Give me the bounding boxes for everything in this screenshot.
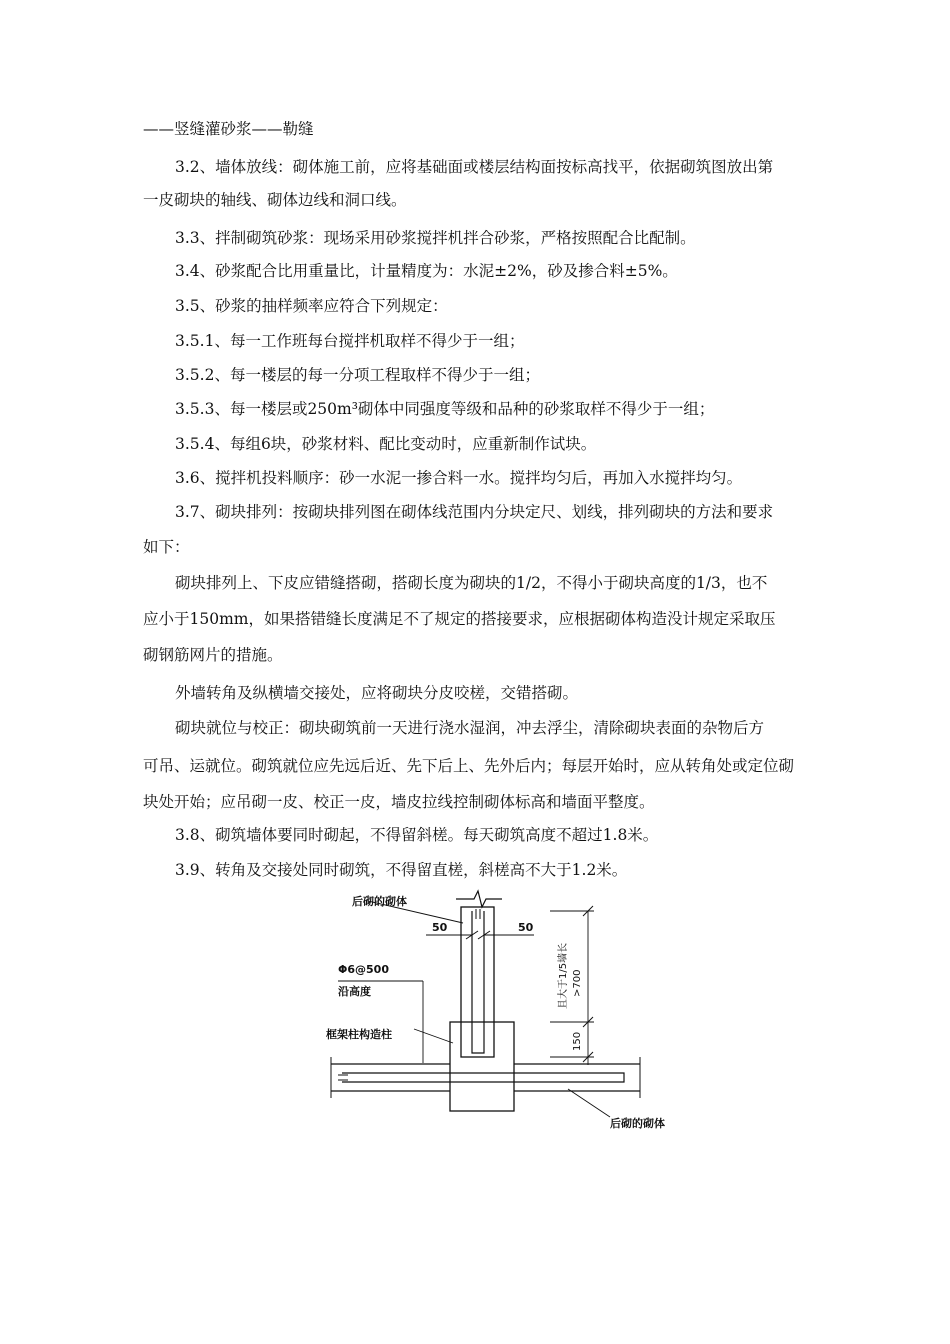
text-line: 外墙转角及纵横墙交接处，应将砌块分皮咬槎，交错搭砌。 [175, 684, 579, 702]
text-line: 可吊、运就位。砌筑就位应先远后近、先下后上、先外后内；每层开始时，应从转角处或定位砌 [143, 757, 795, 775]
label-dimension-span: 且大于1/5墙长 [558, 942, 569, 1009]
text-line: 3.5.1、每一工作班每台搅拌机取样不得少于一组； [175, 332, 525, 350]
vertical-rebar [472, 911, 484, 1053]
text-line: 3.5、砂浆的抽样频率应符合下列规定： [175, 297, 448, 315]
label-50-right: 50 [518, 921, 534, 934]
text-line: 3.5.2、每一楼层的每一分项工程取样不得少于一组； [175, 366, 540, 384]
text-line: 如下： [143, 538, 190, 556]
text-line: 3.7、砌块排列：按砌块排列图在砌体线范围内分块定尺、划线，排列砌块的方法和要求 [175, 503, 774, 521]
text-line: ——竖缝灌砂浆——勒缝 [143, 120, 314, 138]
label-along-height: 沿高度 [338, 985, 371, 998]
label-upper-masonry: 后砌的砌体 [352, 895, 407, 908]
text-line: 3.2、墙体放线：砌体施工前，应将基础面或楼层结构面按标高找平，依据砌筑图放出第 [175, 158, 774, 176]
label-50-left: 50 [432, 921, 448, 934]
text-line: 3.4、砂浆配合比用重量比，计量精度为：水泥±2%，砂及掺合料±5%。 [175, 262, 678, 280]
upper-masonry-wall [461, 907, 494, 1057]
text-line: 块处开始；应吊砌一皮、校正一皮，墙皮拉线控制砌体标高和墙面平整度。 [143, 793, 655, 811]
label-rebar: Φ6@500 [338, 963, 389, 976]
text-line: 3.3、拌制砌筑砂浆：现场采用砂浆搅拌机拌合砂浆，严格按照配合比配制。 [175, 229, 696, 247]
label-dimension-700: >700 [572, 969, 583, 997]
label-lower-masonry: 后砌的砌体 [610, 1117, 665, 1130]
text-line: 一皮砌块的轴线、砌体边线和洞口线。 [143, 191, 407, 209]
label-dimension-150: 150 [572, 1031, 583, 1051]
frame-column [450, 1022, 514, 1111]
text-line: 3.9、转角及交接处同时砌筑，不得留直槎，斜槎高不大于1.2米。 [175, 861, 628, 879]
horizontal-rebar [342, 1073, 624, 1082]
text-line: 砌钢筋网片的措施。 [143, 646, 283, 664]
text-line: 3.5.4、每组6块，砂浆材料、配比变动时，应重新制作试块。 [175, 435, 597, 453]
text-line: 砌块排列上、下皮应错缝搭砌，搭砌长度为砌块的1/2，不得小于砌块高度的1/3，也不 [175, 574, 768, 592]
text-line: 应小于150mm，如果搭错缝长度满足不了规定的搭接要求，应根据砌体构造没计规定采取压 [143, 610, 776, 628]
text-line: 砌块就位与校正：砌块砌筑前一天进行浇水湿润，冲去浮尘，清除砌块表面的杂物后方 [175, 719, 765, 737]
break-mark [456, 891, 502, 907]
text-line: 3.8、砌筑墙体要同时砌起，不得留斜槎。每天砌筑高度不超过1.8米。 [175, 826, 659, 844]
text-line: 3.6、搅拌机投料顺序：砂一水泥一掺合料一水。搅拌均匀后，再加入水搅拌均匀。 [175, 469, 743, 487]
text-line: 3.5.3、每一楼层或250m³砌体中同强度等级和品种的砂浆取样不得少于一组； [175, 400, 715, 418]
wall-junction-diagram [318, 885, 668, 1135]
label-frame-column: 框架柱构造柱 [326, 1028, 392, 1041]
